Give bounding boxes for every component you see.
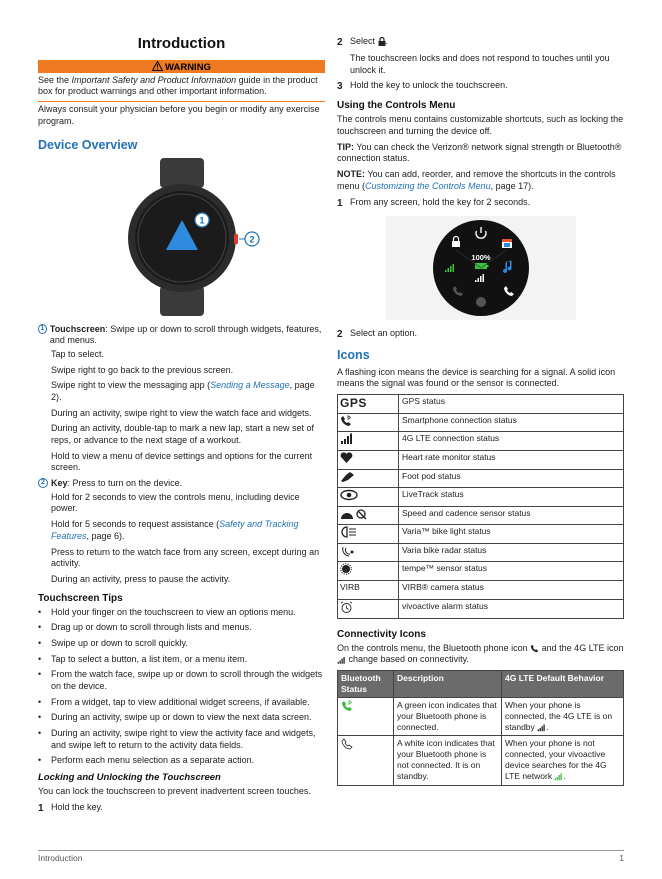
device-overview-heading: Device Overview <box>38 138 138 153</box>
lte-signal-icon <box>340 433 354 445</box>
right-column <box>337 36 624 786</box>
gps-icon: GPS <box>340 396 367 411</box>
locking-step-2: 2 Select . <box>337 36 389 48</box>
overview-item-2: 2 Key: Press to turn on the device. Hold for 2 seconds to view the controls menu, including device power. Hold for 5 seconds to request assistance (Safety and Tracking Features, page 6). Press to return to the watch face from any screen, except during an activity. During an activity, press to pause the activity. <box>38 478 325 586</box>
list-item: • During an activity, swipe up or down to view the next data screen. <box>38 712 312 723</box>
locking-heading: Locking and Unlocking the Touchscreen <box>38 772 221 784</box>
list-item: • Hold your finger on the touchscreen to view an options menu. <box>38 606 296 617</box>
locking-step-1: 1 Hold the key. <box>38 802 103 815</box>
controls-note: NOTE: You can add, reorder, and remove the shortcuts in the controls menu (Customizing the Controls Menu, page 17). <box>337 169 616 191</box>
list-item: • Tap to select a button, a list item, or a menu item. <box>38 653 248 664</box>
page-title: Introduction <box>137 35 226 52</box>
table-row: Foot pod status <box>338 469 624 488</box>
touchscreen-tips-heading: Touchscreen Tips <box>38 592 123 604</box>
table-row: LiveTrack status <box>338 488 624 507</box>
table-row: Varia bike radar status <box>338 543 624 562</box>
controls-tip: TIP: You can check the Verizon® network signal strength or Bluetooth® connection status. <box>337 141 622 164</box>
table-row: VIRB VIRB® camera status <box>338 581 624 600</box>
locking-step-3: 3 Hold the key to unlock the touchscreen. <box>337 80 508 93</box>
controls-menu-illustration <box>386 216 576 320</box>
locking-text: You can lock the touchscreen to prevent inadvertent screen touches. <box>38 786 311 797</box>
list-item: • From a widget, tap to view additional widget screens, if available. <box>38 696 310 707</box>
table-row: tempe™ sensor status <box>338 562 624 581</box>
list-item: • During an activity, swipe right to view the activity face and widgets, and swipe left to return to the activity data fields. <box>38 728 316 750</box>
watch-strap-top <box>160 158 204 188</box>
table-row: 4G LTE connection status <box>338 432 624 451</box>
lock-icon <box>378 37 386 46</box>
battery-icon <box>475 263 487 269</box>
connectivity-table <box>337 670 624 785</box>
virb-icon: VIRB <box>340 582 360 593</box>
heart-icon <box>340 452 353 464</box>
callout-2-marker: 2 <box>38 478 48 488</box>
livetrack-icon <box>340 489 358 501</box>
battery-percent: 100% <box>470 252 491 262</box>
table-row: vivoactive alarm status <box>338 599 624 618</box>
page-footer <box>38 850 624 864</box>
speed-cadence-icon <box>340 508 368 520</box>
safety-tracking-link[interactable]: Safety and Tracking Features <box>51 519 299 541</box>
controls-text: The controls menu contains customizable shortcuts, such as locking the touchscreen and turning the device off. <box>337 114 624 137</box>
warning-banner <box>38 60 325 73</box>
customizing-controls-link[interactable]: Customizing the Controls Menu <box>365 180 491 191</box>
warning-label: WARNING <box>165 61 211 73</box>
alarm-icon <box>340 601 353 614</box>
foot-pod-icon <box>340 471 356 483</box>
tips-list <box>38 607 325 768</box>
tempe-icon <box>340 563 352 575</box>
icons-table <box>337 394 624 619</box>
list-item: • Swipe up or down to scroll quickly. <box>38 637 188 648</box>
sending-message-link[interactable]: Sending a Message <box>210 380 290 391</box>
list-item: • Perform each menu selection as a separate action. <box>38 755 255 766</box>
table-row: Speed and cadence sensor status <box>338 506 624 525</box>
controls-heading: Using the Controls Menu <box>337 100 456 112</box>
footer-section: Introduction <box>38 853 83 863</box>
callout-1-marker: 1 <box>38 324 47 334</box>
table-row: GPS GPS status <box>338 395 624 414</box>
warning-text: See the Important Safety and Product Information guide in the product box for product warnings and other important information. <box>38 73 325 102</box>
table-row: Smartphone connection status <box>338 413 624 432</box>
table-row: Varia™ bike light status <box>338 525 624 544</box>
left-column <box>38 34 325 819</box>
lte-signal-icon <box>337 656 346 665</box>
phone-disconnected-icon <box>341 738 353 750</box>
phone-connected-icon <box>341 700 353 712</box>
locking-step-2-sub: The touchscreen locks and does not respond to touches until you unlock it. <box>350 53 610 75</box>
physician-text: Always consult your physician before you begin or modify any exercise program. <box>38 103 320 126</box>
watch-illustration <box>82 158 282 316</box>
phone-bluetooth-icon <box>340 415 352 427</box>
table-header-row: Bluetooth Status Description 4G LTE Default Behavior <box>338 671 624 698</box>
do-not-disturb-icon <box>476 297 486 307</box>
warning-icon <box>152 61 163 71</box>
overview-item-1: 1 Touchscreen: Swipe up or down to scroll through widgets, features, and menus. Tap to select. Swipe right to go back to the previous screen. Swipe right to view the messaging app (Sending a Message, page 2). During an activity, swipe right to view the watch face and widgets. During an activity, double-tap to mark a new lap, start a new set of reps, or advance to the next stage of a workout. Hold to view a menu of device settings and options for the current screen. <box>38 324 325 475</box>
list-item: • Drag up or down to scroll through lists and menus. <box>38 622 252 633</box>
table-row: A green icon indicates that your Bluetooth phone is connected. When your phone is connected, the 4G LTE is on standby . <box>338 698 624 736</box>
phone-bluetooth-icon <box>530 644 539 653</box>
table-row: Heart rate monitor status <box>338 450 624 469</box>
table-row: A white icon indicates that your Bluetooth phone is not connected. It is on standby. When your phone is not connected, your vivoactive device searches for the 4G LTE network . <box>338 736 624 785</box>
list-item: • From the watch face, swipe up or down to scroll through the widgets on the device. <box>38 669 323 691</box>
controls-step-2: 2 Select an option. <box>337 327 418 340</box>
callout-1-label: 1 <box>198 215 205 225</box>
page-number: 1 <box>619 853 624 863</box>
icons-heading: Icons <box>337 347 370 362</box>
callout-2-label: 2 <box>248 234 255 244</box>
bike-light-icon <box>340 526 358 538</box>
connectivity-heading: Connectivity Icons <box>337 628 426 640</box>
lte-standby-icon <box>537 724 546 732</box>
watch-key <box>234 234 238 244</box>
bike-radar-icon <box>340 545 356 557</box>
controls-step-1: 1 From any screen, hold the key for 2 seconds. <box>337 196 531 209</box>
icons-text: A flashing icon means the device is searching for a signal. A solid icon means the signal was found or the sensor is connected. <box>337 366 616 389</box>
connectivity-text: On the controls menu, the Bluetooth phone icon and the 4G LTE icon change based on connectivity. <box>337 642 624 665</box>
calendar-icon <box>502 239 512 248</box>
